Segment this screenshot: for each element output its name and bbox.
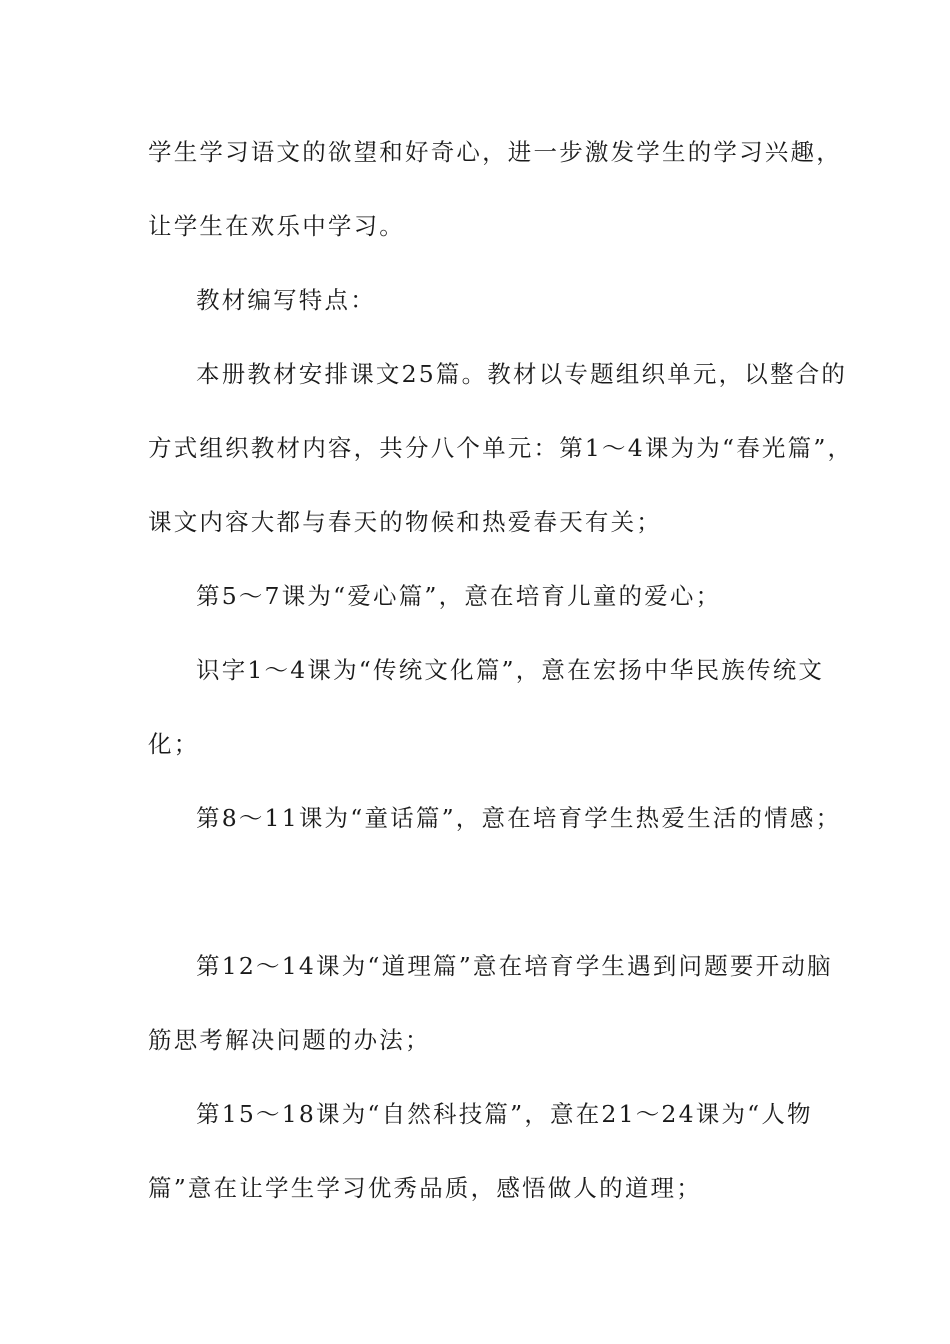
text-line: 化； [148, 730, 200, 758]
text-line: 本册教材安排课文25篇。教材以专题组织单元，以整合的 [196, 360, 848, 388]
text-line: 方式组织教材内容，共分八个单元：第1～4课为为“春光篇”， [148, 434, 854, 462]
text-line: 第12～14课为“道理篇”意在培育学生遇到问题要开动脑 [196, 952, 833, 980]
section-heading: 教材编写特点： [196, 286, 376, 314]
text-line: 第5～7课为“爱心篇”，意在培育儿童的爱心； [196, 582, 722, 610]
text-line: 筋思考解决问题的办法； [148, 1026, 431, 1054]
text-line: 课文内容大都与春天的物候和热爱春天有关； [148, 508, 662, 536]
text-line: 学生学习语文的欲望和好奇心，进一步激发学生的学习兴趣， [148, 138, 842, 166]
text-line: 第15～18课为“自然科技篇”，意在21～24课为“人物 [196, 1100, 813, 1128]
text-line: 让学生在欢乐中学习。 [148, 212, 405, 240]
text-line: 第8～11课为“童话篇”，意在培育学生热爱生活的情感； [196, 804, 842, 832]
text-line: 篇”意在让学生学习优秀品质，感悟做人的道理； [148, 1174, 702, 1202]
text-line: 识字1～4课为“传统文化篇”，意在宏扬中华民族传统文 [196, 656, 825, 684]
